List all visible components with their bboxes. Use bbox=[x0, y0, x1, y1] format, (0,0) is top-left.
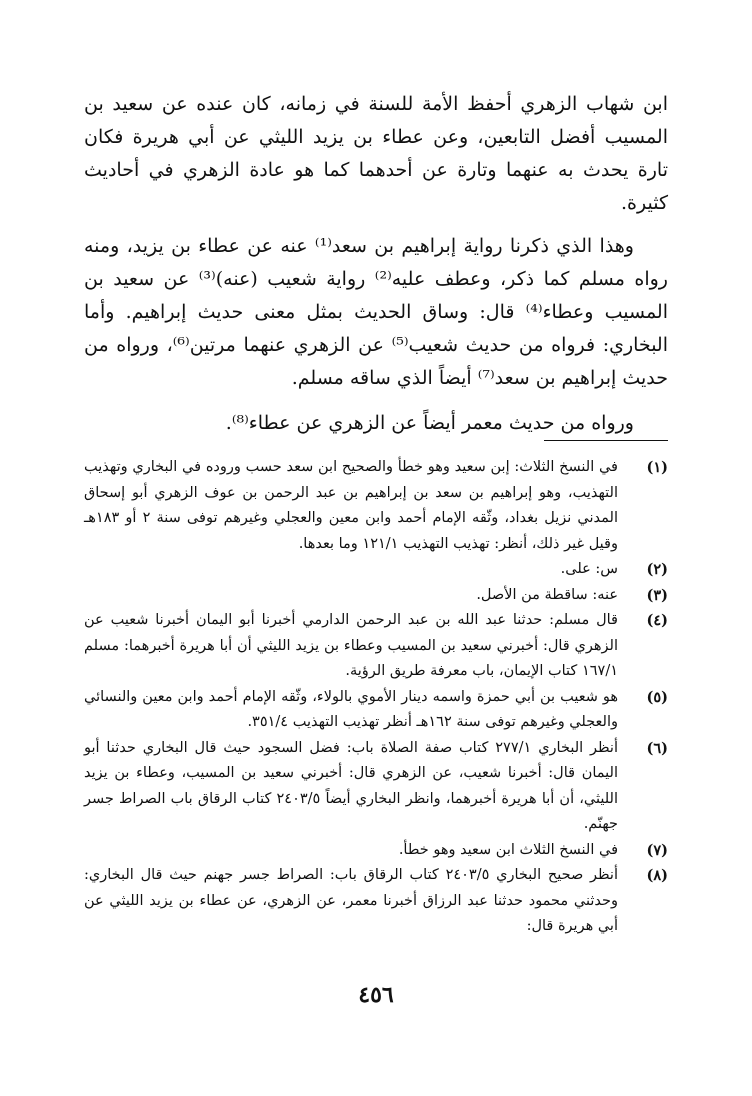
footnote-text: في النسخ الثلاث: إبن سعيد وهو خطأ والصحيح ابن سعد حسب وروده في البخاري وتهذيب التهذيب، وهو إبراهيم بن سعد بن إبراهيم بن عبد الرحمن بن عوف الزهري أبو إسحاق المدني نزيل بغداد، وثّقه الإمام أحمد وابن معين والعجلي وغيرهم توفى سنة ٢ أو ١٨٣هـ وقيل غير ذلك، أنظر: تهذيب التهذيب ١٢١/١ وما بعدها. bbox=[84, 459, 618, 552]
paragraph-3: ورواه من حديث معمر أيضاً عن الزهري عن عطاء⁽⁸⁾. bbox=[225, 412, 634, 434]
footnote-number: (٤) bbox=[646, 612, 668, 629]
footnote-text: أنظر صحيح البخاري ٢٤٠٣/٥ كتاب الرقاق باب: الصراط جسر جهنم حيث قال البخاري: وحدثني محمود حدثنا عبد الرزاق أخبرنا معمر، عن الزهري، عن عطاء بن يزيد الليثي عن أبي هريرة قال: bbox=[84, 867, 618, 934]
paragraph-2: وهذا الذي ذكرنا رواية إبراهيم بن سعد⁽¹⁾ عنه عن عطاء بن يزيد، ومنه رواه مسلم كما ذكر، وعطف عليه⁽²⁾ رواية شعيب (عنه)⁽³⁾ عن سعيد بن المسيب وعطاء⁽⁴⁾ قال: وساق الحديث بمثل معنى حديث إبراهيم. وأما البخاري: فرواه من حديث شعيب⁽⁵⁾ عن الزهري عنهما مرتين⁽⁶⁾، ورواه من حديث إبراهيم بن سعد⁽⁷⁾ أيضاً الذي ساقه مسلم. bbox=[84, 235, 669, 389]
footnote-number: (٢) bbox=[646, 561, 668, 578]
paragraph-1: ابن شهاب الزهري أحفظ الأمة للسنة في زمانه، كان عنده عن سعيد بن المسيب أفضل التابعين، وعن عطاء بن يزيد الليثي عن أبي هريرة فكان تارة يحدث به عنهما وتارة عن أحدهما كما هو عادة الزهري في أحاديث كثيرة. bbox=[84, 93, 668, 214]
footnote-number: (٣) bbox=[646, 586, 668, 604]
footnote-text: قال مسلم: حدثنا عبد الله بن عبد الرحمن الدارمي أخبرنا أبو اليمان أخبرنا شعيب عن الزهري قال: أخبرني سعيد بن المسيب وعطاء بن يزيد الليثي أن أبا هريرة أخبرهما: مسلم ١٦٧/١ كتاب الإيمان، باب معرفة طريق الرؤية. bbox=[84, 612, 618, 679]
footnote bbox=[84, 608, 668, 685]
footnote-number: (٦) bbox=[646, 739, 668, 757]
footnote-number: (١) bbox=[646, 459, 668, 476]
footnote-number: (٥) bbox=[646, 688, 668, 706]
footnote bbox=[84, 838, 668, 864]
footnote bbox=[84, 685, 668, 736]
footnotes bbox=[84, 455, 668, 940]
footnote-number: (٧) bbox=[646, 841, 668, 859]
footnote-number: (٨) bbox=[646, 867, 668, 884]
footnote bbox=[84, 736, 668, 838]
footnote bbox=[84, 863, 668, 940]
footnote-text: هو شعيب بن أبي حمزة واسمه دينار الأموي بالولاء، وثّقه الإمام أحمد وابن معين والنسائي والعجلي وغيرهم توفى سنة ١٦٢هـ أنظر تهذيب التهذيب ٣٥١/٤. bbox=[84, 688, 618, 730]
main-text bbox=[84, 88, 668, 440]
page-number: ٤٥٦ bbox=[358, 982, 394, 1008]
footnote-divider bbox=[544, 440, 668, 441]
footnote-text: أنظر البخاري ٢٧٧/١ كتاب صفة الصلاة باب: فضل السجود حيث قال البخاري حدثنا أبو اليمان قال: أخبرنا شعيب، عن الزهري قال: أخبرني سعيد بن المسيب، وعطاء بن يزيد الليثي، أن أبا هريرة أخبرهما، وانظر البخاري أيضاً ٢٤٠٣/٥ كتاب الرقاق باب الصراط جسر جهنّم. bbox=[84, 739, 619, 832]
footnote-text: س: على. bbox=[560, 561, 618, 577]
footnote bbox=[84, 455, 668, 557]
footnote bbox=[84, 557, 668, 583]
footnote-text: عنه: ساقطة من الأصل. bbox=[476, 586, 618, 603]
footnote-text: في النسخ الثلاث ابن سعيد وهو خطأ. bbox=[398, 841, 618, 858]
footnote bbox=[84, 583, 668, 609]
